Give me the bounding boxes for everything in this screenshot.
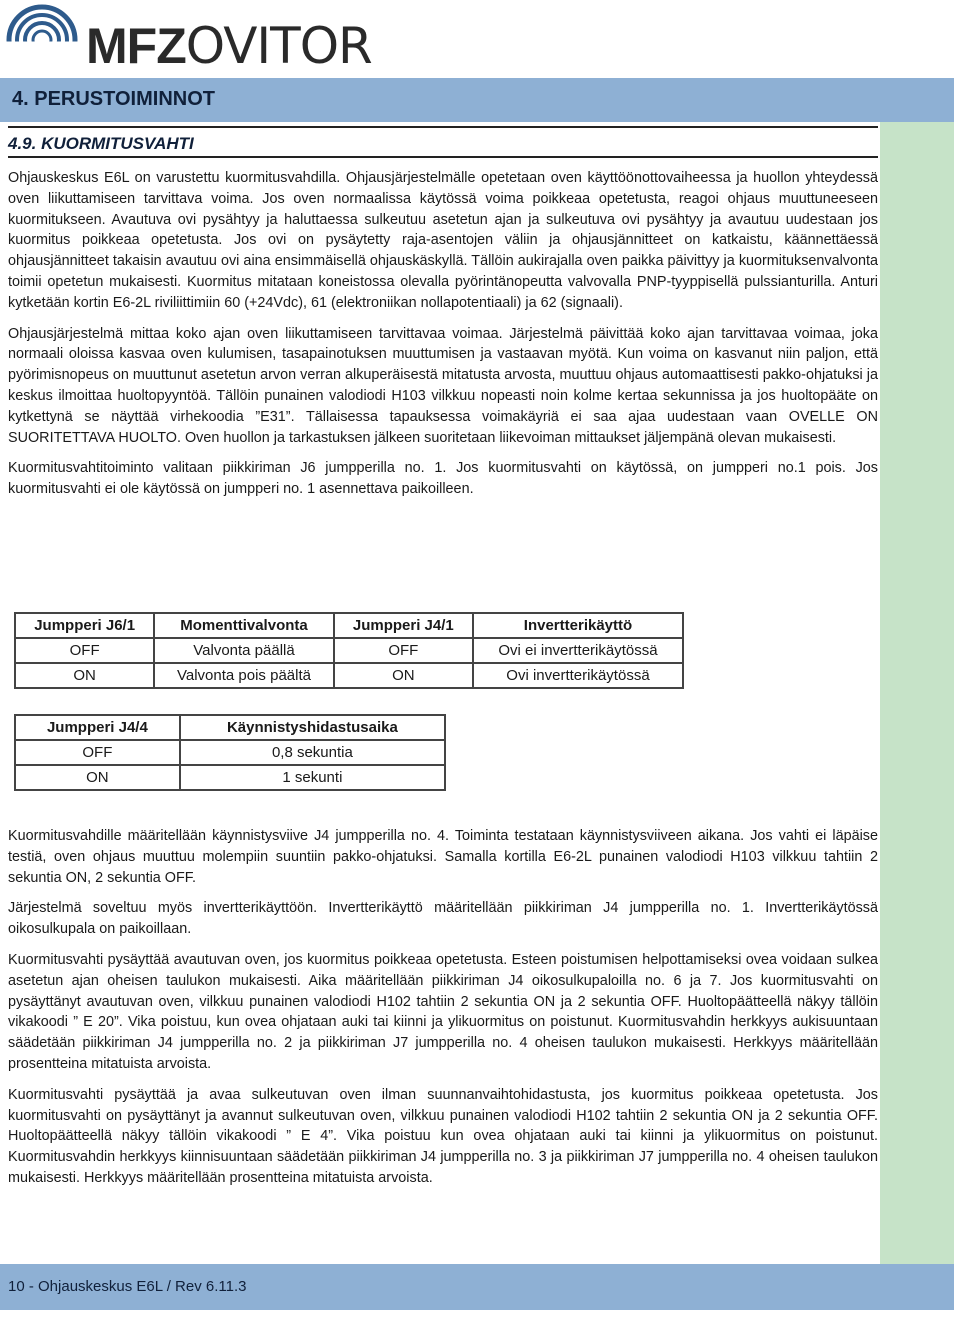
table-cell: OFF [334,638,473,663]
table-cell: Ovi invertterikäytössä [473,663,683,688]
jumper-table-1 [14,612,684,689]
table-cell: OFF [15,638,154,663]
table-row [15,663,683,688]
footer-text: 10 - Ohjauskeskus E6L / Rev 6.11.3 [8,1278,247,1295]
table-cell: ON [334,663,473,688]
paragraph: Järjestelmä soveltuu myös invertterikäyttöön. Invertterikäyttö määritellään piikkiriman J4 jumpperilla no. 1. Invertterikäytössä oikosulkupala on paikoillaan. [8,900,878,938]
right-margin-strip [880,78,954,1264]
paragraph: Ohjauskeskus E6L on varustettu kuormitusvahdilla. Ohjausjärjestelmälle opetetaan oven käyttöönottovaiheessa ja huollon yhteydessä oven liikuttamiseen tarvittava voima. Jos oven normaalissa käytössä voima poikkeaa opetetusta, reagoi ohjaus muuttuneeseen kuormitukseen. Avautuva ovi pysähtyy ja haluttaessa sulkeutuu asetetun ajan ja sulkeutuva ovi pysähtyy ja avautuu uudestaan jos kuormitus poikkeaa opetetusta. Jos ovi on pysäytetty raja-asentojen väliin ja ohjausjännitteet on katkaistu, käännettäessä ohjausjännitteet takaisin avautuu ovi aina ensimmäisellä ohjauskäskyllä. Tällöin aukirajalla oven paikka päivittyy ja kuormituksenvalvonta toimii opetetun mukaisesti. Kuormitus mitataan koneistossa olevalla pyörintänopeutta valvovalla PNP-tyyppisellä pulssianturilla. Anturi kytketään kortin E6-2L riviliittimiin 60 (+24Vdc), 61 (elektroniikan nollapotentiaali) ja 62 (signaali). [8,170,878,311]
logo-wordmark [86,16,372,76]
table-header: Momenttivalvonta [154,613,333,638]
logo-text-bold: MFZ [86,18,186,74]
table-row [15,765,445,790]
page-title: 4. PERUSTOIMINNOT [12,88,215,110]
paragraph: Ohjausjärjestelmä mittaa koko ajan oven liikuttamiseen tarvittavaa voimaa. Järjestelmä päivittää koko ajan tarvittavaa voimaa, joka normaali oloissa kasvaa oven kulumisen, tasapainotuksen muuttumisen ja vastaavan myötä. Kun voima on kasvanut niin paljon, että pyörimisnopeus on muuttunut asetetun arvon verran alkuperäisestä mitatusta arvosta, muuttuu ohjaus automaattisesti pakko-ohjatuksi ja keskus ilmoittaa huoltopyyntöä. Tällöin punainen valodiodi H103 vilkkuu nopeasti noin kolme kertaa sekunnissa ja jos huoltopääte on kytkettynä se näyttää virhekoodia ”E31”. Tällaisessa tapauksessa voimakäyriä ei saa ajaa uudestaan vaan OVELLE ON SUORITETTAVA HUOLTO. Oven huollon ja tarkastuksen jälkeen suoritetaan liikevoiman mittaukset jäljempänä olevan mukaisesti. [8,325,878,446]
paragraph: Kuormitusvahdille määritellään käynnistysviive J4 jumpperilla no. 4. Toiminta testataan käynnistysviiveen aikana. Jos vahti ei läpäise testiä, oven ohjaus muuttuu molempiin suuntiin pakko-ohjatuksi. Samalla kortilla E6-2L punainen valodiodi H103 vilkkuu tahtiin 2 sekuntia ON, 2 sekuntia OFF. [8,828,878,886]
body-text-bottom [8,826,878,1199]
table-cell: 0,8 sekuntia [180,740,445,765]
jumper-table-2 [14,714,446,791]
table-header: Käynnistyshidastusaika [180,715,445,740]
body-text-top [8,168,878,510]
table-cell: Valvonta päällä [154,638,333,663]
paragraph: Kuormitusvahti pysäyttää ja avaa sulkeutuvan oven ilman suunnanvaihtohidastusta, jos kuormitus poikkeaa opetetusta. Jos kuormitusvahti on pysäyttänyt ja avannut sulkeutuvan oven, vilkkuu punainen valodiodi H102 tahtiin 2 sekuntia ON ja 2 sekuntia OFF. Huoltopäätteellä näkyy tällöin vikakoodi ” E 4”. Vika poistuu kun ovea ohjataan auki tai kiinni ja ylikuormitus on poistunut. Kuormitusvahdin herkkyys kiinnisuuntaan säädetään piikkiriman J4 jumpperilla no. 3 ja piikkiriman J7 jumpperilla no. 4 oheisen taulukon mukaisesti. Herkkyys määritellään prosentteina mitatuista arvoista. [8,1086,878,1186]
table-row [15,740,445,765]
table-cell: ON [15,663,154,688]
table-cell: Valvonta pois päältä [154,663,333,688]
table-cell: ON [15,765,180,790]
logo [4,2,372,76]
paragraph: Kuormitusvahti pysäyttää avautuvan oven, jos kuormitus poikkeaa opetetusta. Esteen poistumisen helpottamiseksi ovea voidaan sulkea asetetun ajan oheisen taulukon mukaisesti. Aika määritellään piikkiriman J4 oikosulkupaloilla no. 6 ja 7. Jos kuormitusvahti on pysäyttänyt avautuvan oven, vilkkuu punainen valodiodi H102 tahtiin 2 sekuntia ON ja 2 sekuntia OFF. Huoltopäätteellä näkyy tällöin vikakoodi ” E 20”. Vika poistuu, kun ovea ohjataan auki tai kiinni ja ylikuormitus on poistunut. Kuormitusvahdin herkkyys aukisuuntaan säädetään piikkiriman J4 jumpperilla no. 2 ja piikkiriman J7 jumpperilla no. 4 oheisen taulukon mukaisesti. Herkkyys määritellään prosentteina mitatuista arvoista. [8,951,878,1072]
section-title: 4.9. KUORMITUSVAHTI [8,134,194,153]
table-row [15,638,683,663]
table-header-row [15,613,683,638]
table-cell: OFF [15,740,180,765]
table-cell: Ovi ei invertterikäytössä [473,638,683,663]
logo-text-light: OVITOR [185,17,372,75]
table-header: Jumpperi J4/4 [15,715,180,740]
divider-top [8,126,878,128]
divider-bottom [8,156,878,158]
paragraph: Kuormitusvahtitoiminto valitaan piikkiriman J6 jumpperilla no. 1. Jos kuormitusvahti on käytössä, on jumpperi no.1 pois. Jos kuormitusvahti ei ole käytössä on jumpperi no. 1 asennettava paikoilleen. [8,460,878,498]
table-header: Invertterikäyttö [473,613,683,638]
table-header-row [15,715,445,740]
table-header: Jumpperi J6/1 [15,613,154,638]
table-cell: 1 sekunti [180,765,445,790]
table-header: Jumpperi J4/1 [334,613,473,638]
